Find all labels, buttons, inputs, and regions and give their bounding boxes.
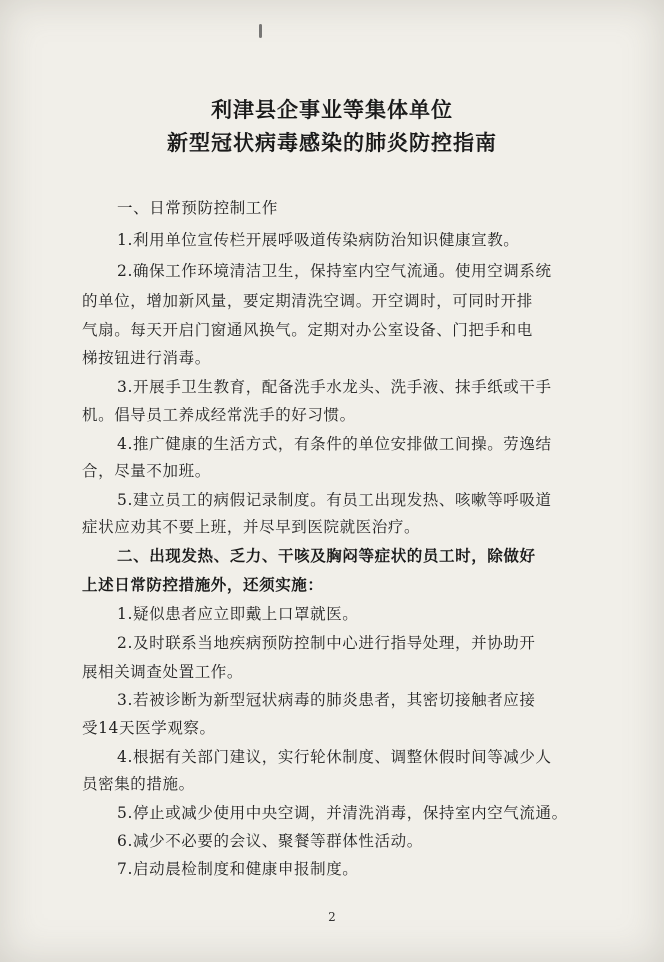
item-1-4-line-1: 4.推广健康的生活方式，有条件的单位安排做工间操。劳逸结 [117, 435, 552, 453]
item-1-4-line-2: 合，尽量不加班。 [82, 462, 211, 480]
item-2-5: 5.停止或减少使用中央空调，并清洗消毒，保持室内空气流通。 [117, 804, 568, 822]
item-2-2-line-1: 2.及时联系当地疾病预防控制中心进行指导处理，并协助开 [117, 634, 536, 652]
item-1-2-line-2: 的单位，增加新风量，要定期清洗空调。开空调时，可同时开排 [82, 292, 533, 310]
item-1-3-line-2: 机。倡导员工养成经常洗手的好习惯。 [82, 406, 356, 424]
item-1-3-line-1: 3.开展手卫生教育，配备洗手水龙头、洗手液、抹手纸或干手 [117, 378, 552, 396]
section-2-heading-line-1: 二、出现发热、乏力、干咳及胸闷等症状的员工时，除做好 [117, 547, 536, 565]
document-title-line-2: 新型冠状病毒感染的肺炎防控指南 [167, 130, 497, 155]
item-1-2-line-4: 梯按钮进行消毒。 [82, 349, 211, 367]
item-2-6: 6.减少不必要的会议、聚餐等群体性活动。 [117, 832, 423, 850]
item-2-3-line-1: 3.若被诊断为新型冠状病毒的肺炎患者，其密切接触者应接 [117, 691, 536, 709]
document-title-line-1: 利津县企事业等集体单位 [211, 97, 453, 122]
item-2-1: 1.疑似患者应立即戴上口罩就医。 [117, 605, 359, 623]
item-1-5-line-2: 症状应劝其不要上班，并尽早到医院就医治疗。 [82, 518, 421, 536]
section-1-heading: 一、日常预防控制工作 [117, 199, 279, 217]
item-1-5-line-1: 5.建立员工的病假记录制度。有员工出现发热、咳嗽等呼吸道 [117, 491, 552, 509]
item-2-3-line-2: 受14天医学观察。 [82, 719, 216, 737]
item-1-2-line-1: 2.确保工作环境清洁卫生，保持室内空气流通。使用空调系统 [117, 262, 552, 280]
item-2-7: 7.启动晨检制度和健康申报制度。 [117, 860, 359, 878]
item-1-1: 1.利用单位宣传栏开展呼吸道传染病防治知识健康宣教。 [117, 231, 520, 249]
section-2-heading-line-2: 上述日常防控措施外，还须实施： [82, 576, 324, 594]
scan-mark [259, 24, 262, 38]
page-number: 2 [328, 910, 336, 924]
item-2-2-line-2: 展相关调查处置工作。 [82, 663, 244, 681]
item-2-4-line-1: 4.根据有关部门建议，实行轮休制度、调整休假时间等减少人 [117, 748, 552, 766]
item-2-4-line-2: 员密集的措施。 [82, 775, 195, 793]
item-1-2-line-3: 气扇。每天开启门窗通风换气。定期对办公室设备、门把手和电 [82, 321, 533, 339]
